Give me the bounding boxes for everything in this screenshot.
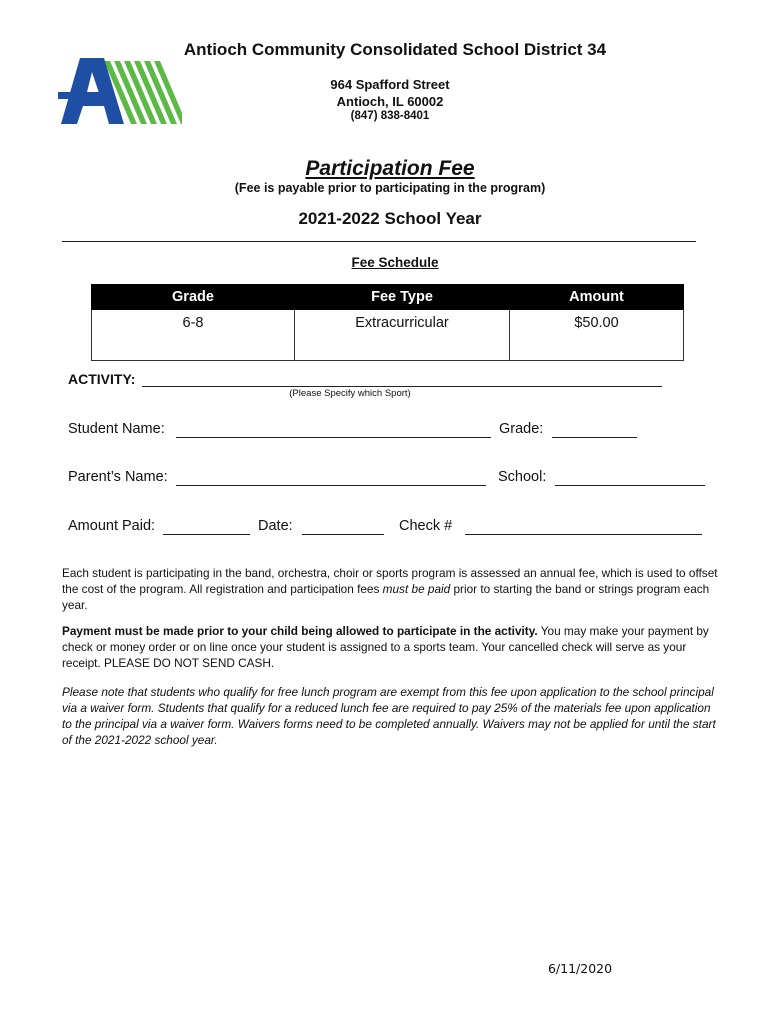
school-year: 2021-2022 School Year <box>298 209 482 228</box>
paragraph-text: prior to starting the band or strings program each year. <box>62 582 710 612</box>
grade-field[interactable] <box>552 421 637 438</box>
page-title: Participation Fee <box>305 157 475 180</box>
date-label: Date: <box>258 518 293 534</box>
waiver-note-paragraph: Please note that students who qualify for free lunch program are exempt from this fee upon application to the school principal via a waiver form. Students that qualify for a reduced lunch fee are required to pay 25% of the materials fee upon application to the principal via a waiver form. Waivers forms need to be completed annually. Waivers may not be applied for until the start of the 2021-2022 school year. <box>62 685 716 747</box>
activity-hint: (Please Specify which Sport) <box>289 388 411 399</box>
activity-field[interactable] <box>142 372 662 387</box>
table-row <box>92 310 684 361</box>
cell-grade: 6-8 <box>92 310 295 361</box>
table-header-row <box>92 285 684 310</box>
page-subtitle: (Fee is payable prior to participating in the program) <box>234 181 546 195</box>
fee-description-paragraph <box>62 565 722 613</box>
paragraph-text: Each student is participating in the band, orchestra, choir or sports program is assessed an annual fee, which is used to offset the cost of the program. All registration and participation fees <box>62 566 718 596</box>
district-name: Antioch Community Consolidated School District 34 <box>183 40 607 59</box>
student-name-label: Student Name: <box>68 421 165 437</box>
amount-paid-field[interactable] <box>163 518 250 535</box>
student-name-field[interactable] <box>176 421 491 438</box>
school-label: School: <box>498 469 547 485</box>
activity-label: ACTIVITY: <box>68 371 136 387</box>
paragraph-text: You may make your payment by check or money order or on line once your student is assigned to a sports team. Your cancelled check will serve as your receipt. PLEASE DO NOT SEND CASH. <box>62 624 709 670</box>
amount-paid-label: Amount Paid: <box>68 518 156 534</box>
column-header-amount: Amount <box>510 285 684 310</box>
school-field[interactable] <box>555 469 705 486</box>
document-date: 6/11/2020 <box>547 961 613 976</box>
divider <box>62 241 696 242</box>
phone-number: (847) 838-8401 <box>350 110 430 122</box>
street-address: 964 Spafford Street <box>330 77 450 92</box>
column-header-fee-type: Fee Type <box>295 285 510 310</box>
column-header-grade: Grade <box>92 285 295 310</box>
emphasis-text: must be paid <box>382 582 451 596</box>
parent-name-field[interactable] <box>176 469 486 486</box>
check-number-label: Check # <box>399 518 453 534</box>
district-a-logo-icon <box>58 56 182 126</box>
payment-instructions-paragraph <box>62 623 722 671</box>
cell-fee-type: Extracurricular <box>295 310 510 361</box>
payment-requirement-text: Payment must be made prior to your child being allowed to participate in the activity. <box>62 624 538 638</box>
date-field[interactable] <box>302 518 384 535</box>
grade-label: Grade: <box>499 421 544 437</box>
fee-schedule-table <box>91 284 684 361</box>
cell-amount: $50.00 <box>510 310 684 361</box>
fee-schedule-heading: Fee Schedule <box>351 255 439 270</box>
city-address: Antioch, IL 60002 <box>336 94 444 109</box>
check-number-field[interactable] <box>465 518 702 535</box>
parent-name-label: Parent’s Name: <box>68 469 168 485</box>
